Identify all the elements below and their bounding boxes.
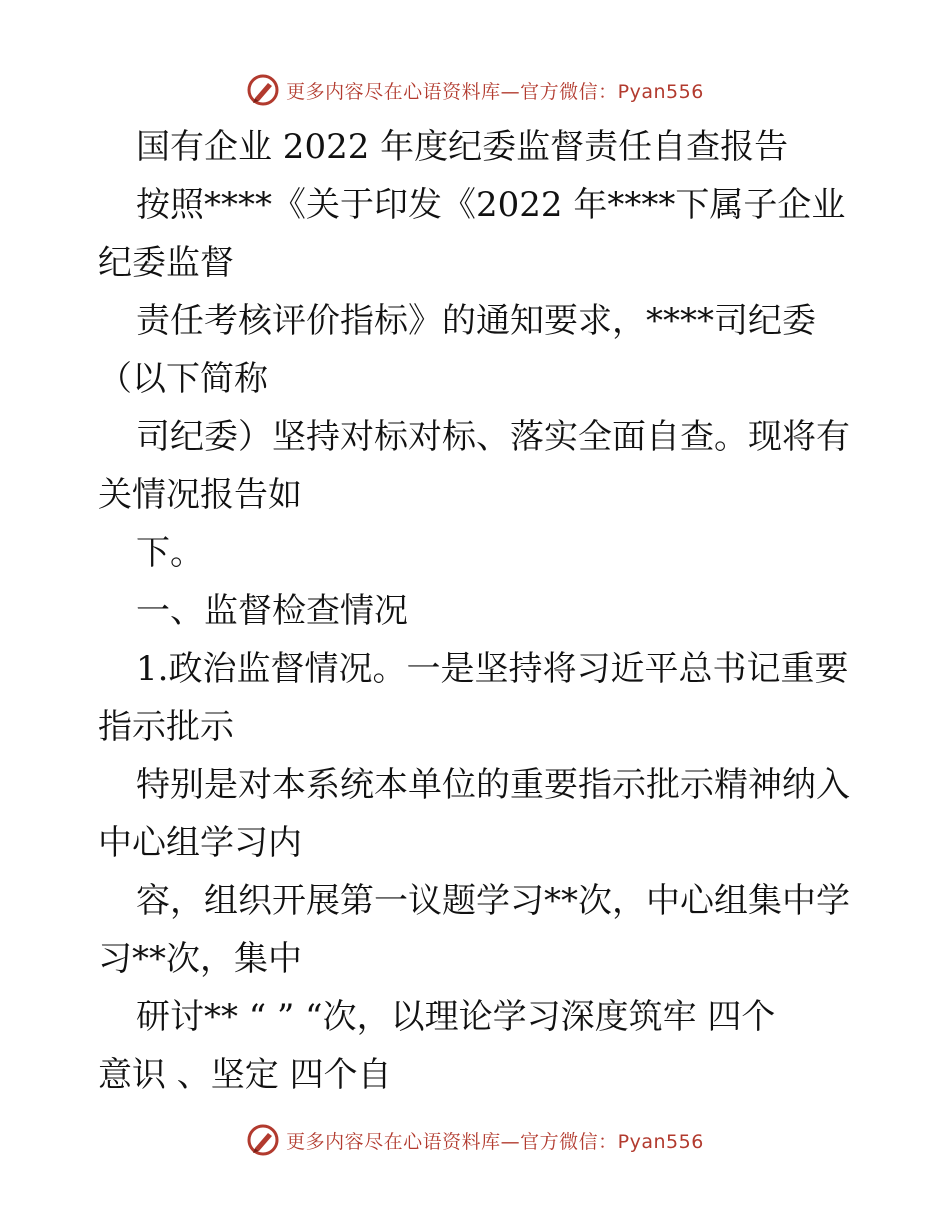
paragraph-line: 下。 [136, 533, 204, 573]
pen-circle-logo-icon [246, 73, 280, 107]
footer-banner-text: 更多内容尽在心语资料库—官方微信：Pyan556 [286, 1130, 704, 1153]
paragraph-line: 司纪委）坚持对标对标、落实全面自查。现将有 [136, 417, 850, 457]
paragraph-line: 意识 、坚定 四个自 [98, 1055, 392, 1095]
paragraph-line: 关情况报告如 [98, 475, 302, 515]
paragraph-line: 1.政治监督情况。一是坚持将习近平总书记重要 [136, 649, 849, 689]
paragraph-line: 研讨** “ ” “次，以理论学习深度筑牢 四个 [136, 997, 776, 1037]
paragraph-line: 容，组织开展第一议题学习**次，中心组集中学 [136, 881, 850, 921]
header-banner-text: 更多内容尽在心语资料库—官方微信：Pyan556 [286, 80, 704, 103]
paragraph-line: 特别是对本系统本单位的重要指示批示精神纳入 [136, 765, 850, 805]
paragraph-line: 纪委监督 [98, 243, 234, 283]
paragraph-line: 指示批示 [98, 707, 234, 747]
document-body [98, 118, 858, 1104]
section-heading: 一、监督检查情况 [136, 591, 408, 631]
pen-circle-logo-icon [246, 1123, 280, 1157]
paragraph-line: （以下简称 [98, 359, 268, 399]
paragraph-line: 中心组学习内 [98, 823, 302, 863]
paragraph-line: 习**次，集中 [98, 939, 302, 979]
document-title: 国有企业 2022 年度纪委监督责任自查报告 [136, 127, 789, 167]
paragraph-line: 责任考核评价指标》的通知要求，****司纪委 [136, 301, 816, 341]
footer-banner [0, 1120, 950, 1160]
paragraph-line: 按照****《关于印发《2022 年****下属子企业 [136, 185, 846, 225]
header-banner [0, 70, 950, 110]
